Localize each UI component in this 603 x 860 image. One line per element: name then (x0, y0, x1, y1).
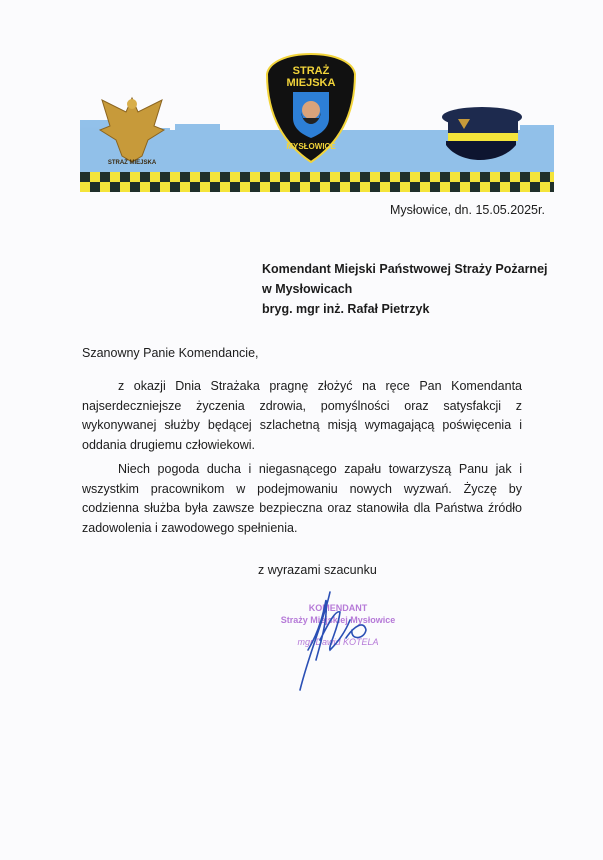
checker-square (160, 182, 170, 192)
checker-square (170, 182, 180, 192)
checker-square (120, 182, 130, 192)
closing-line: z wyrazami szacunku (258, 563, 377, 577)
badge-city: MYSŁOWICE (286, 142, 336, 151)
checker-square (350, 182, 360, 192)
checker-square (470, 172, 480, 182)
eagle-ribbon-text: STRAŻ MIEJSKA (107, 160, 157, 166)
checker-square (530, 182, 540, 192)
checker-square (100, 172, 110, 182)
checker-square (100, 182, 110, 192)
checker-square (250, 182, 260, 192)
checker-square (110, 172, 120, 182)
stamp-name: mgr Dawid KOTELA (297, 637, 379, 647)
checker-square (150, 182, 160, 192)
checker-square (470, 182, 480, 192)
checker-square (430, 182, 440, 192)
checker-square (110, 182, 120, 192)
checker-square (300, 172, 310, 182)
checker-square (270, 182, 280, 192)
stamp-title: KOMENDANT (308, 603, 368, 613)
checker-square (240, 172, 250, 182)
checker-square (230, 182, 240, 192)
checker-square (340, 172, 350, 182)
eagle-emblem (92, 90, 172, 170)
checker-square (550, 172, 554, 182)
checker-square (330, 182, 340, 192)
addressee-name: bryg. mgr inż. Rafał Pietrzyk (262, 302, 430, 316)
checker-square (170, 172, 180, 182)
checkered-band (80, 172, 554, 192)
checker-square (440, 172, 450, 182)
checker-square (360, 182, 370, 192)
checker-square (540, 172, 550, 182)
checker-square (90, 182, 100, 192)
checker-square (320, 182, 330, 192)
checker-square (160, 172, 170, 182)
checker-square (220, 182, 230, 192)
checker-square (140, 182, 150, 192)
checker-square (480, 172, 490, 182)
checker-square (190, 182, 200, 192)
checker-square (260, 172, 270, 182)
checker-square (150, 172, 160, 182)
checker-square (400, 182, 410, 192)
checker-square (300, 182, 310, 192)
handwritten-signature (280, 590, 390, 700)
checker-square (490, 182, 500, 192)
checker-square (450, 172, 460, 182)
checker-square (80, 182, 90, 192)
checker-square (330, 172, 340, 182)
checker-square (210, 172, 220, 182)
checker-square (290, 182, 300, 192)
checker-square (240, 182, 250, 192)
checker-square (220, 172, 230, 182)
checker-square (460, 182, 470, 192)
letterhead (80, 50, 554, 195)
checker-square (280, 182, 290, 192)
checker-square (400, 172, 410, 182)
checker-square (480, 182, 490, 192)
checker-square (90, 172, 100, 182)
checker-square (310, 182, 320, 192)
checker-square (130, 182, 140, 192)
checker-square (510, 182, 520, 192)
checker-square (200, 182, 210, 192)
checker-square (510, 172, 520, 182)
checker-square (190, 172, 200, 182)
checker-square (80, 172, 90, 182)
checker-square (370, 172, 380, 182)
addressee-block (262, 259, 548, 319)
checker-square (380, 172, 390, 182)
straz-miejska-badge (265, 52, 357, 164)
body-paragraph: Niech pogoda ducha i niegasnącego zapału towarzyszą Panu jak i wszystkim pracownikom w podejmowaniu nowych wyzwań. Życzę by codzienna służba była zawsze bezpieczna oraz stanowiła dla Państwa źródło zadowolenia i zawodowego spełnienia. (82, 462, 522, 536)
checker-square (410, 172, 420, 182)
checker-square (530, 172, 540, 182)
checker-square (130, 172, 140, 182)
badge-line2: MIEJSKA (286, 77, 336, 89)
checker-square (260, 182, 270, 192)
checker-square (550, 182, 554, 192)
checker-square (540, 182, 550, 192)
checker-square (250, 172, 260, 182)
checker-square (310, 172, 320, 182)
addressee-city: w Mysłowicach (262, 282, 353, 296)
checker-square (340, 182, 350, 192)
checker-square (360, 172, 370, 182)
badge-line1: STRAŻ (292, 65, 330, 77)
checker-square (350, 172, 360, 182)
checker-square (500, 182, 510, 192)
checker-square (200, 172, 210, 182)
checker-square (520, 182, 530, 192)
checker-square (490, 172, 500, 182)
checker-square (320, 172, 330, 182)
checker-square (440, 182, 450, 192)
checker-square (180, 172, 190, 182)
checker-square (180, 182, 190, 192)
police-cap-image (440, 105, 525, 170)
checker-square (520, 172, 530, 182)
checker-square (460, 172, 470, 182)
checker-square (230, 172, 240, 182)
checker-square (120, 172, 130, 182)
checker-square (390, 182, 400, 192)
checker-square (390, 172, 400, 182)
checker-square (380, 182, 390, 192)
checker-square (290, 172, 300, 182)
body-paragraph: z okazji Dnia Strażaka pragnę złożyć na ręce Pan Komendanta najserdeczniejsze życzenia zdrowia, pomyślności oraz satysfakcji z wykonywanej służby będącej szlachetną misją wymagającą poświęcenia i oddania drugiemu człowiekowi. (82, 379, 522, 453)
checker-square (140, 172, 150, 182)
salutation: Szanowny Panie Komendancie, (82, 346, 259, 360)
checker-square (450, 182, 460, 192)
date-line: Mysłowice, dn. 15.05.2025r. (390, 203, 545, 217)
checker-square (430, 172, 440, 182)
checker-square (410, 182, 420, 192)
checker-square (420, 182, 430, 192)
checker-square (280, 172, 290, 182)
checker-square (500, 172, 510, 182)
stamp-unit: Straży Miejskiej Mysłowice (280, 615, 396, 625)
addressee-title: Komendant Miejski Państwowej Straży Pożarnej (262, 262, 548, 276)
checker-square (210, 182, 220, 192)
checker-square (420, 172, 430, 182)
checker-square (370, 182, 380, 192)
checker-square (270, 172, 280, 182)
